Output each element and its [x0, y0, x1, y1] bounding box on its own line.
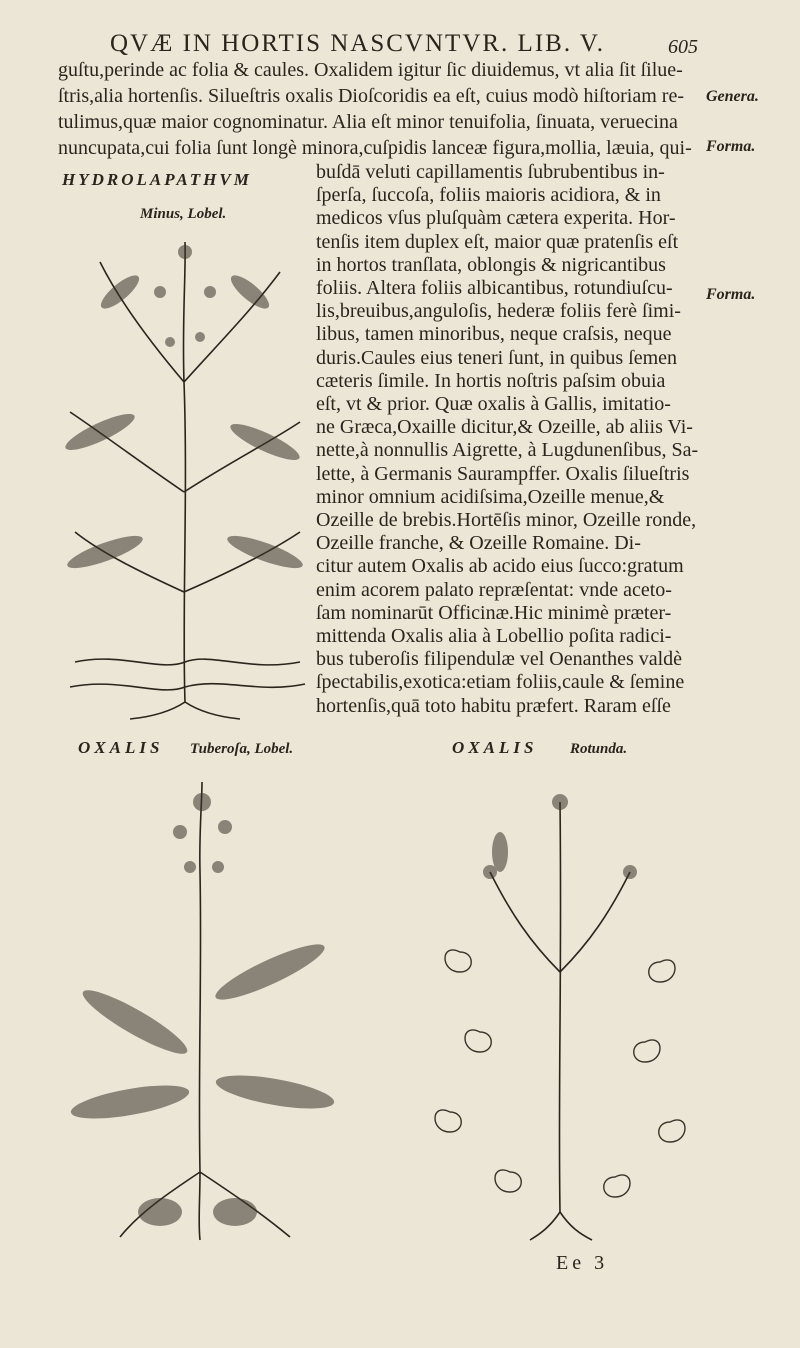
- text-line: cæteris ſimile. In hortis noſtris paſsim obuia: [316, 369, 666, 392]
- hydrolapathum-illustration: [60, 232, 310, 722]
- text-line: in hortos tranſlata, oblongis & nigricantibus: [316, 253, 666, 276]
- text-line: libus, tamen minoribus, neque craſsis, neque: [316, 323, 672, 346]
- text-line: minor omnium acidiſsima,Ozeille menue,&: [316, 485, 665, 508]
- text-line: tulimus,quæ maior cognominatur. Alia eſt minor tenuifolia, ſinuata, veruecina: [58, 111, 678, 133]
- text-line: nuncupata,cui folia ſunt longè minora,cuſpidis lanceæ figura,mollia, læuia, qui-: [58, 137, 692, 159]
- text-line: mittenda Oxalis alia à Lobellio poſita radici-: [316, 625, 672, 647]
- running-header: QVÆ IN HORTIS NASCVNTVR. LIB. V.: [110, 30, 605, 57]
- margin-note: Forma.: [706, 138, 756, 155]
- figure-title: OXALIS: [78, 738, 164, 757]
- text-line: ſpectabilis,exotica:etiam foliis,caule & ſemine: [316, 671, 685, 694]
- oxalis-tuberosa-illustration: [60, 772, 350, 1242]
- figure-subtitle: Rotunda.: [570, 741, 628, 757]
- text-line: ne Græca,Oxaille dicitur,& Ozeille, ab aliis Vi-: [316, 416, 693, 439]
- text-line: eſt, vt & prior. Quæ oxalis à Gallis, imitatio-: [316, 393, 671, 415]
- page-number: 605: [668, 36, 698, 58]
- signature-mark: Ee 3: [556, 1252, 609, 1274]
- text-line: hortenſis,quā toto habitu præfert. Raram eſſe: [316, 694, 671, 717]
- text-line: Ozeille de brebis.Hortēſis minor, Ozeille ronde,: [316, 509, 697, 531]
- text-line: ſtris,alia hortenſis. Silueſtris oxalis Dioſcoridis ea eſt, cuius modò hiſtoriam re-: [58, 85, 684, 107]
- text-line: guſtu,perinde ac folia & caules. Oxalidem igitur ſic diuidemus, vt alia ſit ſilue-: [58, 59, 683, 81]
- text-line: lette, à Germanis Saurampffer. Oxalis ſilueſtris: [316, 462, 690, 485]
- text-line: lis,breuibus,anguloſis, hederæ foliis ferè ſimi-: [316, 300, 681, 323]
- figure-subtitle: Tuberoſa, Lobel.: [190, 741, 294, 757]
- text-line: bus tuberoſis filipendulæ vel Oenanthes valdè: [316, 648, 683, 671]
- figure-title: OXALIS: [452, 738, 538, 757]
- figure-subtitle: Minus, Lobel.: [140, 206, 227, 222]
- text-line: ſam nominarūt Officinæ.Hic minimè præter-: [316, 601, 672, 624]
- text-line: duris.Caules eius teneri ſunt, in quibus ſemen: [316, 346, 678, 369]
- text-line: citur autem Oxalis ab acido eius ſucco:gratum: [316, 555, 684, 578]
- figure-title: HYDROLAPATHVM: [62, 170, 252, 189]
- text-line: foliis. Altera foliis albicantibus, rotundiuſcu-: [316, 277, 673, 299]
- margin-note: Forma.: [706, 286, 756, 303]
- text-line: ſperſa, ſuccoſa, foliis maioris acidiora, & in: [316, 184, 661, 207]
- text-line: Ozeille franche, & Ozeille Romaine. Di-: [316, 532, 641, 555]
- text-line: enim acorem palato repræſentat: vnde aceto-: [316, 578, 672, 601]
- text-line: buſdā veluti capillamentis ſubrubentibus in-: [316, 161, 665, 183]
- oxalis-rotunda-illustration: [420, 772, 710, 1242]
- text-line: tenſis item duplex eſt, maior quæ pratenſis eſt: [316, 230, 679, 253]
- margin-note: Genera.: [706, 88, 759, 105]
- text-line: nette,à nonnullis Aigrette, à Lugdunenſibus, Sa-: [316, 439, 699, 462]
- text-line: medicos vſus pluſquàm cætera experita. Hor-: [316, 207, 676, 230]
